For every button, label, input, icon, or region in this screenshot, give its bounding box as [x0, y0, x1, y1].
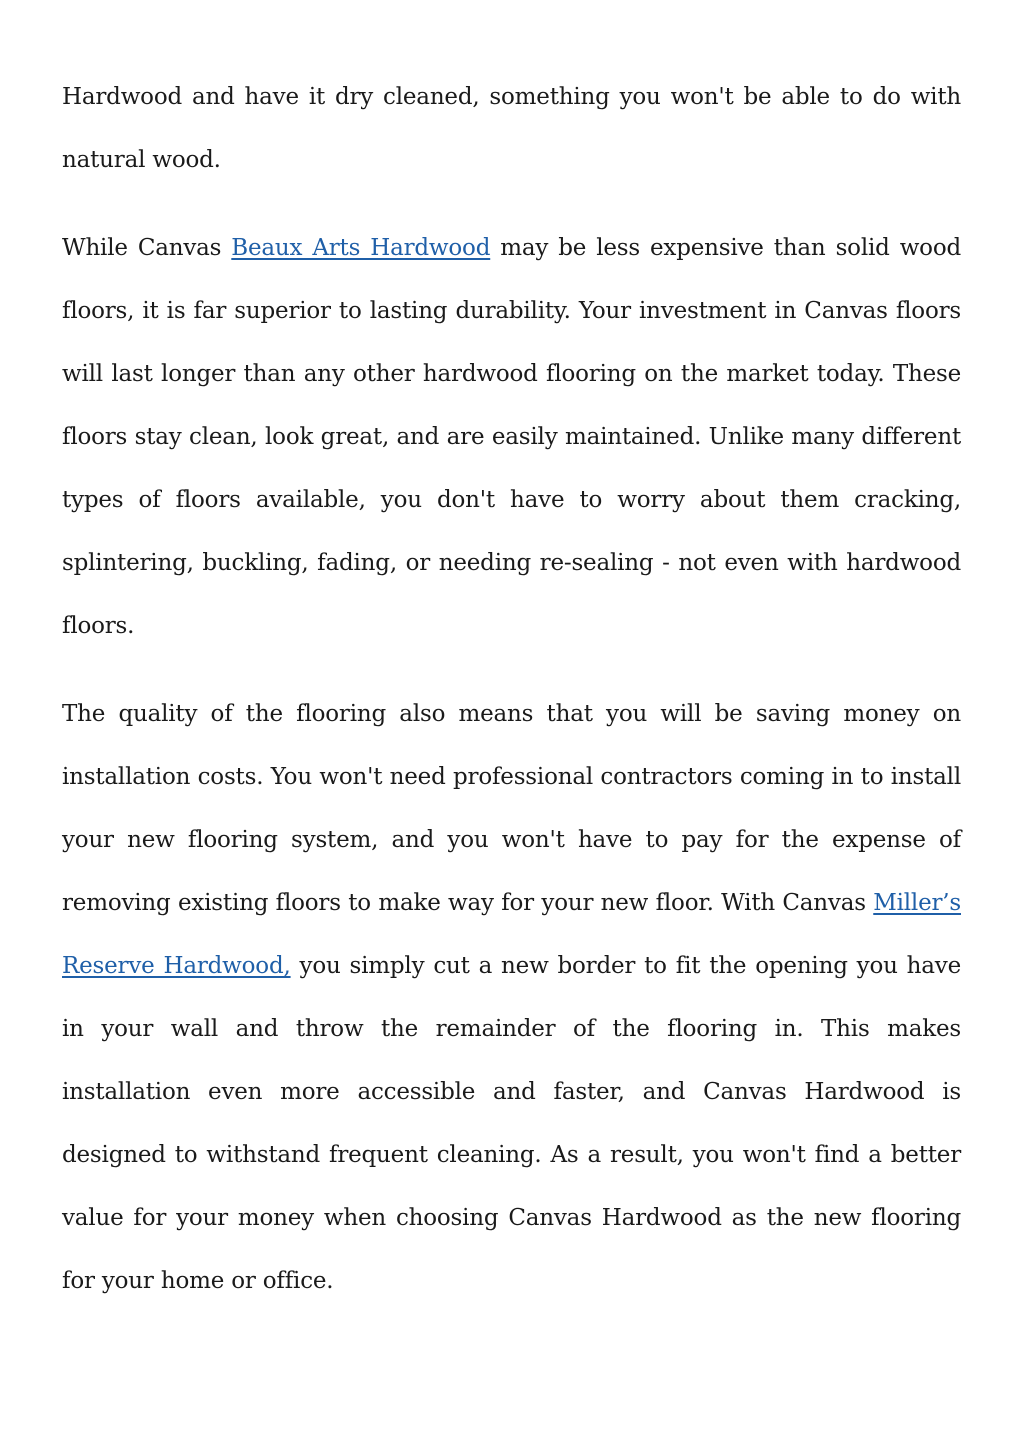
paragraph-1-text: Hardwood and have it dry cleaned, something you won't be able to do with natural wood.: [62, 84, 961, 173]
beaux-arts-hardwood-link[interactable]: Beaux Arts Hardwood: [231, 235, 491, 261]
paragraph-2-text-before: While Canvas: [62, 235, 232, 261]
paragraph-3-text-before: The quality of the flooring also means that you will be saving money on installation costs. You won't need professional contractors coming in to install your new flooring system, and you won't have to pay for the expense of removing existing floors to make way for your new floor. With Canvas: [62, 701, 961, 916]
paragraph-3-text-after: you simply cut a new border to fit the opening you have in your wall and throw the remainder of the flooring in. This makes installation even more accessible and faster, and Canvas Hardwood is designed to withstand frequent cleaning. As a result, you won't find a better value for your money when choosing Canvas Hardwood as the new flooring for your home or office.: [62, 953, 961, 1294]
paragraph-2: [62, 217, 961, 658]
millers-reserve-hardwood-link[interactable]: Miller’s Reserve Hardwood,: [62, 890, 961, 979]
document-body: [62, 66, 961, 1338]
paragraph-3: [62, 683, 961, 1313]
paragraph-1: [62, 66, 961, 192]
paragraph-2-text-after: may be less expensive than solid wood floors, it is far superior to lasting durability. Your investment in Canvas floors will last longer than any other hardwood flooring on the market today. These floors stay clean, look great, and are easily maintained. Unlike many different types of floors available, you don't have to worry about them cracking, splintering, buckling, fading, or needing re-sealing - not even with hardwood floors.: [62, 235, 961, 639]
